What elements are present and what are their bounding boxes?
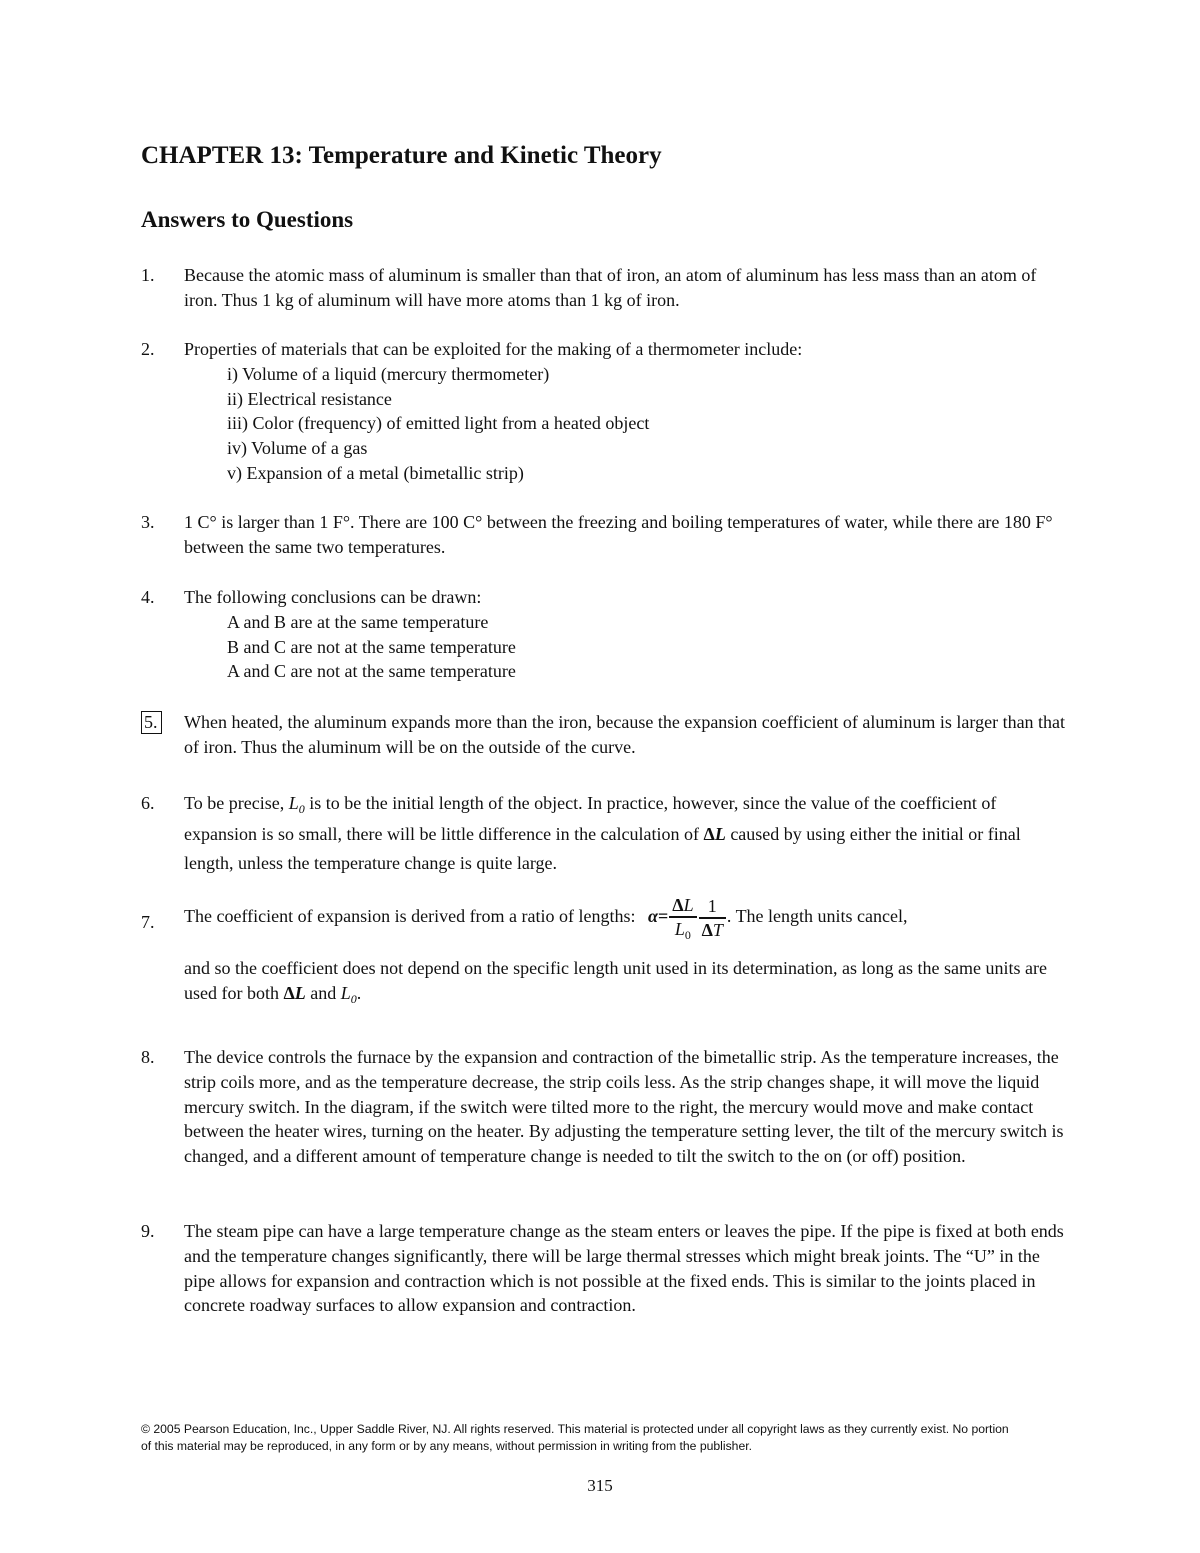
symbol-delta-L: ΔL (703, 824, 726, 844)
question-number: 9. (141, 1221, 155, 1241)
list-item: iii) Color (frequency) of emitted light from a heated object (227, 413, 650, 434)
list-item: i) Volume of a liquid (mercury thermometer) (227, 363, 550, 384)
answer-text: When heated, the aluminum expands more than the iron, because the expansion coefficient of aluminum is larger than that of iron. Thus the aluminum will be on the outside of the curve. (184, 712, 1066, 757)
question-2 (141, 337, 1071, 486)
list-item: A and C are not at the same temperature (227, 661, 516, 682)
question-6 (141, 789, 1071, 878)
answer-continuation (184, 956, 1071, 1008)
page-number: 315 (587, 1476, 613, 1495)
text-fragment: To be precise, (184, 793, 285, 813)
question-7 (141, 894, 1071, 1008)
question-number: 2. (141, 339, 155, 359)
question-1 (141, 263, 1071, 313)
text-fragment: and (310, 983, 337, 1003)
answer-text (184, 894, 1071, 1008)
text-fragment: . The length units cancel, (726, 906, 908, 927)
conclusion-list (184, 610, 1071, 684)
list-item: A and B are at the same temperature (227, 611, 489, 632)
text-fragment: and so the coefficient does not depend on the specific length unit used in its determination, as long as the same units are used for both (184, 958, 1047, 1003)
alpha-formula: α= $\frac{\Delta L}{L_0}$ $\frac{1}{\Delta T}$ (648, 894, 727, 942)
question-9 (141, 1219, 1071, 1318)
answer-text: 1 C° is larger than 1 F°. There are 100 C° between the freezing and boiling temperatures of water, while there are 180 F° between the same two temperatures. (184, 512, 1053, 557)
answer-text: The steam pipe can have a large temperature change as the steam enters or leaves the pipe. If the pipe is fixed at both ends and the temperature changes significantly, there will be large thermal stresses which might break joints. The “U” in the pipe allows for expansion and contraction which is not possible at the fixed ends. This is similar to the joints placed in concrete roadway surfaces to allow expansion and contraction. (184, 1221, 1064, 1316)
question-number: 6. (141, 793, 155, 813)
answer-text: The device controls the furnace by the expansion and contraction of the bimetallic strip. As the temperature increases, the strip coils more, and as the temperature decrease, the strip coils less. As the strip changes shape, it will move the liquid mercury switch. In the diagram, if the switch were tilted more to the right, the mercury would move and make contact between the heater wires, turning on the heater. By adjusting the temperature setting lever, the tilt of the mercury switch is changed, and a different amount of temperature change is needed to tilt the switch to the on (or off) position. (184, 1047, 1064, 1167)
question-5 (141, 710, 1071, 760)
question-number: 4. (141, 587, 155, 607)
text-fragment: is to be the initial length of the object. In practice, however, since the value of the coefficient of expansion is so small, there will be little difference in the calculation of (184, 793, 997, 844)
symbol-delta-L: ΔL (283, 983, 306, 1003)
text-fragment: . (356, 983, 362, 1003)
chapter-title: CHAPTER 13: Temperature and Kinetic Theory (141, 142, 662, 169)
property-list (184, 362, 1071, 486)
question-number: 8. (141, 1047, 155, 1067)
question-number: 3. (141, 512, 155, 532)
symbol-L0: $L_0$ (340, 983, 357, 1006)
question-8 (141, 1045, 1071, 1169)
list-item: iv) Volume of a gas (227, 438, 368, 459)
list-item: v) Expansion of a metal (bimetallic strip) (227, 462, 524, 483)
boxed-question-number: 5. (141, 711, 162, 734)
text-fragment: The coefficient of expansion is derived from a ratio of lengths: (184, 906, 636, 927)
answer-text (184, 789, 1071, 878)
text-fragment: caused by using either the initial or final length, unless the temperature change is quite large. (184, 824, 1021, 873)
question-number: 1. (141, 265, 155, 285)
question-3 (141, 510, 1071, 560)
section-heading: Answers to Questions (141, 207, 354, 232)
question-4 (141, 585, 1071, 684)
list-item: B and C are not at the same temperature (227, 636, 516, 657)
question-number: 7. (141, 912, 155, 932)
answer-text: Because the atomic mass of aluminum is smaller than that of iron, an atom of aluminum has less mass than an atom of iron. Thus 1 kg of aluminum will have more atoms than 1 kg of iron. (184, 265, 1037, 310)
answer-text: Properties of materials that can be exploited for the making of a thermometer include: (184, 339, 803, 359)
copyright-notice: © 2005 Pearson Education, Inc., Upper Saddle River, NJ. All rights reserved. This material is protected under all copyright laws as they currently exist. No portion of this material may be reproduced, in any form or by any means, without permission in writing from the publisher. (141, 1422, 1009, 1453)
answer-text: The following conclusions can be drawn: (184, 587, 482, 607)
symbol-L0: $L_0$ (288, 793, 305, 816)
list-item: ii) Electrical resistance (227, 388, 392, 409)
